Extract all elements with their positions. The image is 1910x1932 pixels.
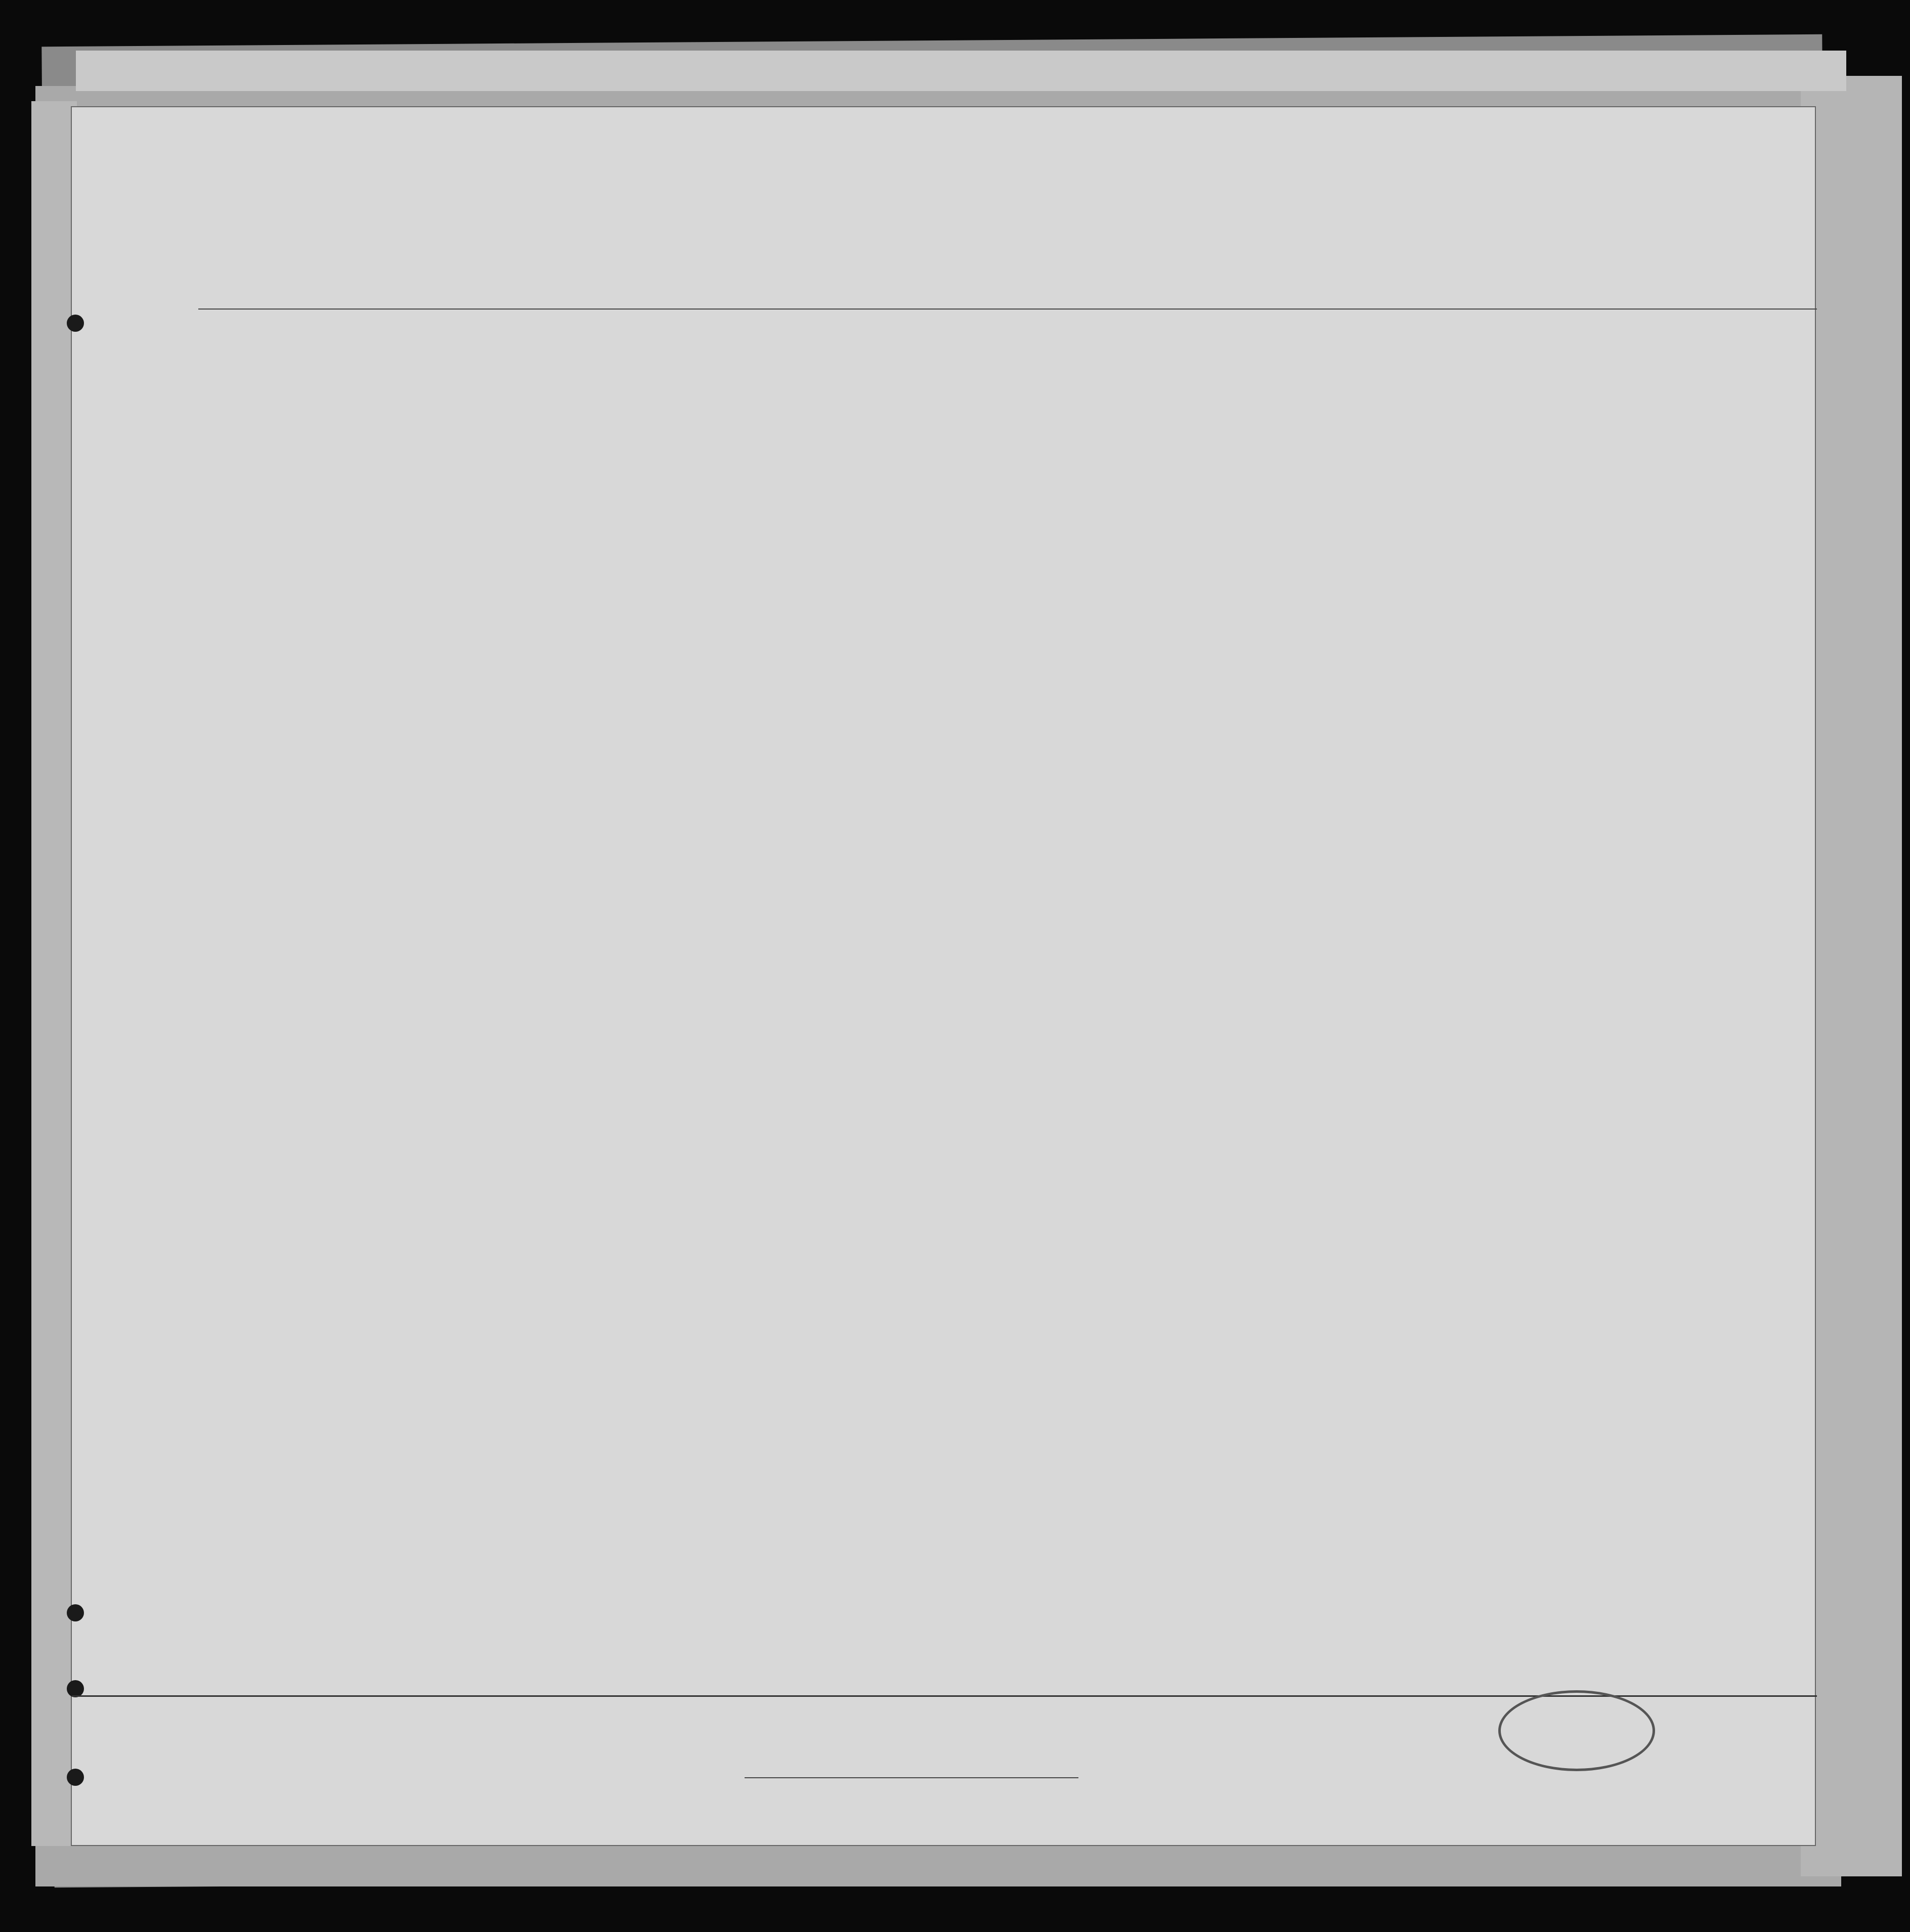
punch-hole	[67, 315, 84, 332]
punch-hole	[67, 1604, 84, 1621]
manifest-sheet	[71, 106, 1816, 1846]
vessel-underline	[198, 309, 1817, 310]
mm-office-stamp	[1498, 1690, 1655, 1771]
table-grid	[138, 330, 1756, 1786]
behind-sheet-strip	[76, 51, 1846, 91]
inspector-signature-line	[745, 1777, 1078, 1778]
punch-hole	[67, 1769, 84, 1786]
left-edge-strip	[31, 101, 77, 1846]
background-paper-right	[1801, 76, 1902, 1876]
punch-hole	[67, 1680, 84, 1697]
crew-table	[138, 330, 1756, 1786]
